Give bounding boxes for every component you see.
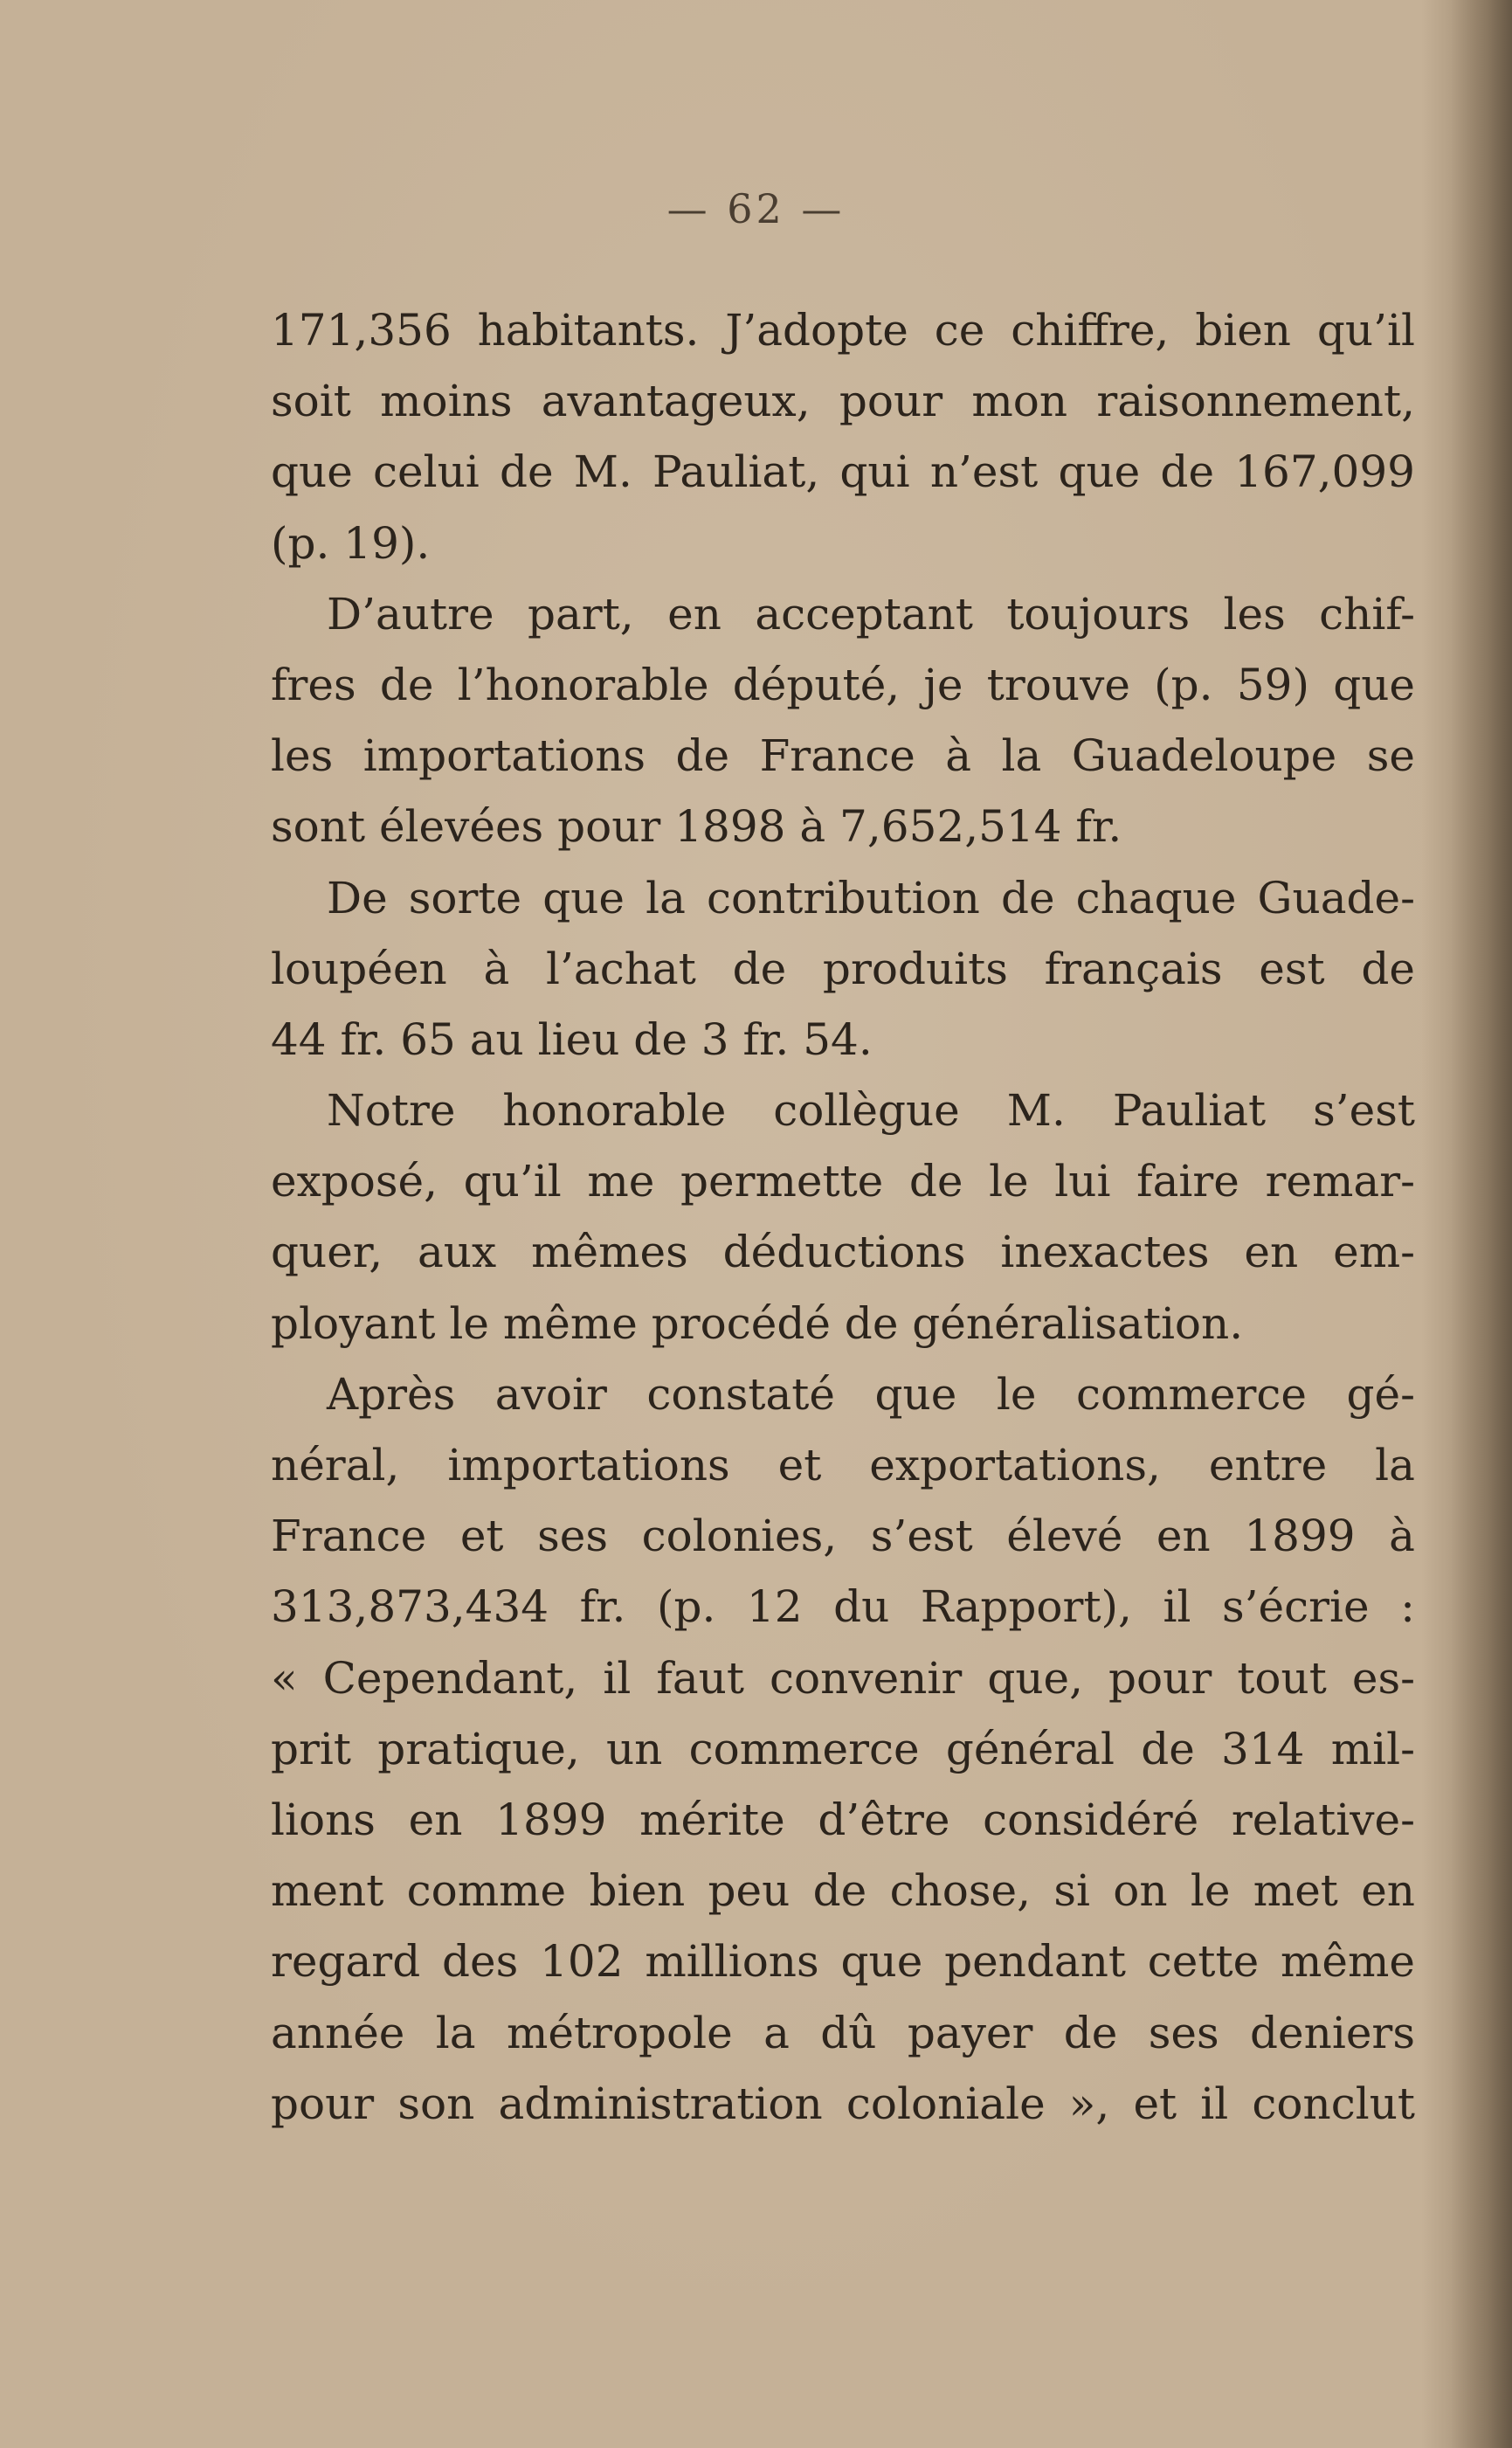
- text-line: néral, importations et exportations, entre la: [271, 1440, 1415, 1490]
- text-line: Notre honorable collègue M. Pauliat s’est: [327, 1085, 1415, 1137]
- text-line: 171,356 habitants. J’adopte ce chiffre, bien qu’il: [271, 305, 1415, 356]
- text-line: 313,873,434 fr. (p. 12 du Rapport), il s’écrie :: [271, 1581, 1415, 1633]
- text-line: quer, aux mêmes déductions inexactes en em-: [271, 1227, 1415, 1278]
- page-edge-shadow: [1451, 0, 1512, 2448]
- text-line: sont élevées pour 1898 à 7,652,514 fr.: [271, 801, 1122, 853]
- text-line: loupéen à l’achat de produits français est de: [271, 943, 1415, 994]
- text-line: ployant le même procédé de généralisation.: [271, 1297, 1244, 1349]
- text-line: lions en 1899 mérite d’être considéré relative-: [271, 1794, 1415, 1845]
- text-line: « Cependant, il faut convenir que, pour tout es-: [271, 1652, 1415, 1704]
- text-line: soit moins avantageux, pour mon raisonnement,: [271, 376, 1415, 427]
- text-line: D’autre part, en acceptant toujours les chif-: [327, 588, 1415, 640]
- text-line: (p. 19).: [271, 517, 431, 569]
- text-line: que celui de M. Pauliat, qui n’est que de 167,099: [271, 446, 1415, 498]
- text-line: année la métropole a dû payer de ses deniers: [271, 2007, 1415, 2058]
- text-line: France et ses colonies, s’est élevé en 1899 à: [271, 1511, 1415, 1562]
- text-line: regard des 102 millions que pendant cette même: [271, 1936, 1415, 1988]
- body-text: [271, 295, 1415, 2140]
- text-line: exposé, qu’il me permette de le lui faire remar-: [271, 1156, 1415, 1207]
- text-line: 44 fr. 65 au lieu de 3 fr. 54.: [271, 1013, 873, 1065]
- text-line: ment comme bien peu de chose, si on le met en: [271, 1865, 1415, 1917]
- text-line: pour son administration coloniale », et il conclut: [271, 2078, 1415, 2129]
- text-line: les importations de France à la Guadeloupe se: [271, 730, 1415, 782]
- page-number: — 62 —: [666, 185, 846, 232]
- text-line: fres de l’honorable député, je trouve (p. 59) que: [271, 659, 1415, 710]
- text-line: Après avoir constaté que le commerce gé-: [327, 1368, 1415, 1420]
- text-line: De sorte que la contribution de chaque Guade-: [327, 872, 1415, 923]
- text-line: prit pratique, un commerce général de 314 mil-: [271, 1723, 1415, 1774]
